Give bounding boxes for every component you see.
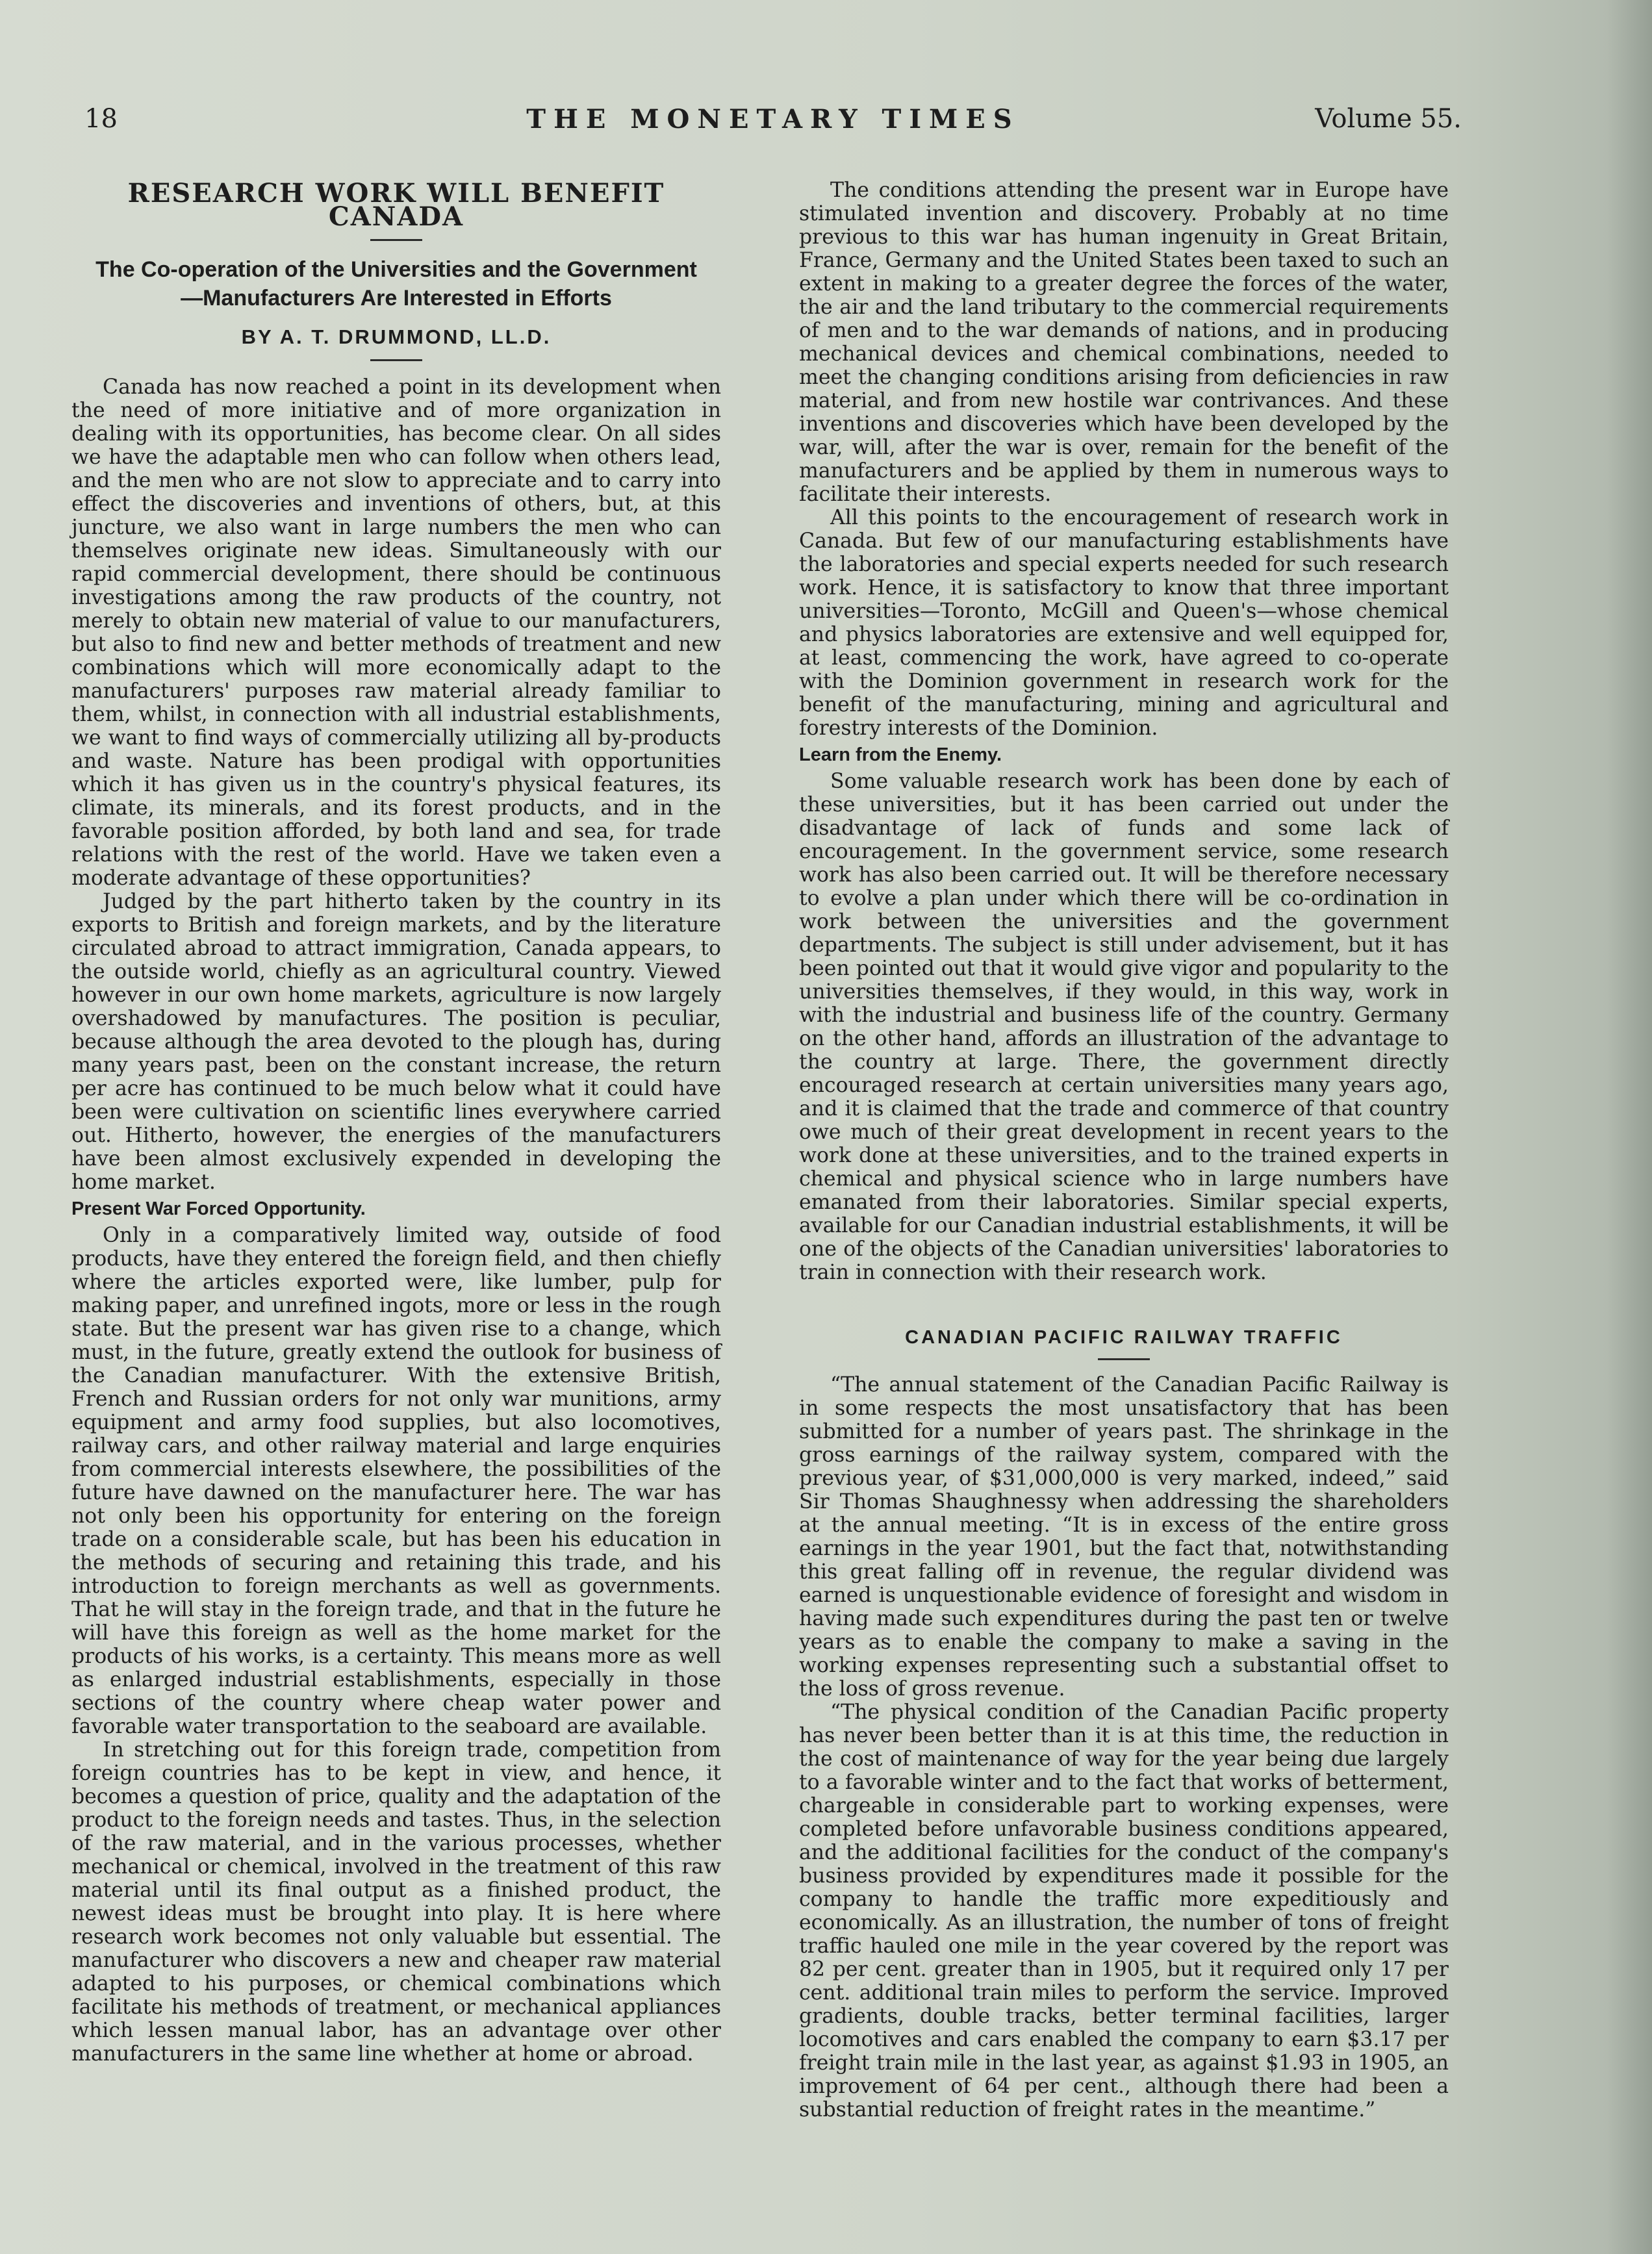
article-title: RESEARCH WORK WILL BENEFIT CANADA [127,178,665,232]
page-edge-shadow [1607,0,1652,2254]
paragraph: “The physical condition of the Canadian Pacific property has never been better than it is at this time, the reduction in the cost of maintenance of way for the year being due largely to a favorable winter and to the fact that works of betterment, chargeable in considerable part to working expenses, were completed before unfavorable business conditions appeared, and the additional facilities for the conduct of the company's business provided by expenditures made it possible for the company to handle the traffic more expeditiously and economically. As an illustration, the number of tons of freight traffic hauled one mile in the year covered by the report was 82 per cent. greater than in 1905, but it required only 17 per cent. additional train miles to perform the service. Improved gradients, double tracks, better terminal facilities, larger locomotives and cars enabled the company to earn $3.17 per freight train mile in the last year, as against $1.93 in 1905, an improvement of 64 per cent., although there had been a substantial reduction of freight rates in the meantime.” [799,1701,1449,2121]
paragraph: Canada has now reached a point in its development when the need of more initiative and of more organization in dealing with its opportunities, has become clear. On all sides we have the adaptable men who can follow when others lead, and the men who are not slow to appreciate and to carry into effect the discoveries and inventions of others, but, at this juncture, we also want in large numbers the men who can themselves originate new ideas. Simultaneously with our rapid commercial development, there should be continuous investigations among the raw products of the country, not merely to obtain new material of value to our manufacturers, but also to find new and better methods of treatment and new combinations which will more economically adapt to the manufacturers' purposes raw material already familiar to them, whilst, in connection with all industrial establishments, we want to find ways of commercially utilizing all by-products and waste. Nature has been prodigal with opportunities which it has given us in the country's physical features, its climate, its minerals, and its forest products, and in the favorable position afforded, by both land and sea, for trade relations with the rest of the world. Have we taken even a moderate advantage of these opportunities? [71,375,721,890]
volume-label: Volume 55. [1315,104,1462,134]
section-heading-enemy: Learn from the Enemy. [799,744,1002,765]
article-subtitle-line-2: —Manufacturers Are Interested in Efforts [181,286,612,310]
paragraph: Judged by the part hitherto taken by the country in its exports to British and foreign markets, and by the literature circulated abroad to attract immigration, Canada appears, to the outside world, chiefly as an agricultural country. Viewed however in our own home markets, agriculture is now largely overshadowed by manufactures. The position is peculiar, because although the area devoted to the plough has, during many years past, been on the constant increase, the return per acre has continued to be much below what it could have been were cultivation on scientific lines everywhere carried out. Hitherto, however, the energies of the manufacturers have been almost exclusively expended in developing the home market. [71,890,721,1194]
page-number: 18 [84,104,118,134]
title-divider [370,239,422,241]
right-column [799,179,1449,2121]
paragraph: The conditions attending the present war in Europe have stimulated invention and discovery. Probably at no time previous to this war has human ingenuity in Great Britain, France, Germany and the United States been taxed to such an extent in making to a greater degree the forces of the water, the air and the land tributary to the commercial requirements of men and to the war demands of nations, and in producing mechanical devices and chemical combinations, needed to meet the changing conditions arising from deficiencies in raw material, and from new hostile war contrivances. And these inventions and discoveries which have been developed by the war, will, after the war is over, remain for the benefit of the manufacturers and be applied by them in numerous ways to facilitate their interests. [799,179,1449,506]
publication-title: THE MONETARY TIMES [526,104,1020,134]
byline-divider [370,359,422,361]
article-2-title: CANADIAN PACIFIC RAILWAY TRAFFIC [905,1327,1343,1348]
page-header [84,104,1462,143]
left-column [71,175,721,2066]
article-byline: BY A. T. DRUMMOND, LL.D. [241,325,552,348]
paragraph: All this points to the encouragement of research work in Canada. But few of our manufacturing establishments have the laboratories and special experts needed for such research work. Hence, it is satisfactory to know that three important universities—Toronto, McGill and Queen's—whose chemical and physics laboratories are extensive and well equipped for, at least, commencing the work, have agreed to co-operate with the Dominion government in research work for the benefit of the manufacturing, mining and agricultural and forestry interests of the Dominion. [799,506,1449,740]
paragraph: “The annual statement of the Canadian Pacific Railway is in some respects the most unsatisfactory that has been submitted for a number of years past. The shrinkage in the gross earnings of the railway system, compared with the previous year, of $31,000,000 is very marked, indeed,” said Sir Thomas Shaughnessy when addressing the shareholders at the annual meeting. “It is in excess of the entire gross earnings in the year 1901, but the fact that, notwithstanding this great falling off in revenue, the regular dividend was earned is unquestionable evidence of foresight and wisdom in having made such expenditures during the past ten or twelve years as to enable the company to make a saving in the working expenses representing such a substantial offset to the loss of gross revenue. [799,1373,1449,1701]
paragraph: In stretching out for this foreign trade, competition from foreign countries has to be kept in view, and hence, it becomes a question of price, quality and the adaptation of the product to the foreign needs and tastes. Thus, in the selection of the raw material, and in the various processes, whether mechanical or chemical, involved in the treatment of this raw material until its final output as a finished product, the newest ideas must be brought into play. It is here where research work becomes not only valuable but essential. The manufacturer who discovers a new and cheaper raw material adapted to his purposes, or chemical combinations which facilitate his methods of treatment, or mechanical appliances which lessen manual labor, has an advantage over other manufacturers in the same line whether at home or abroad. [71,1738,721,2066]
article-subtitle-line-1: The Co-operation of the Universities and the Government [95,257,697,282]
section-heading-war: Present War Forced Opportunity. [71,1198,366,1219]
paragraph: Only in a comparatively limited way, outside of food products, have they entered the foreign field, and then chiefly where the articles exported were, like lumber, pulp for making paper, and unrefined ingots, more or less in the rough state. But the present war has given rise to a change, which must, in the future, greatly extend the outlook for business of the Canadian manufacturer. With the extensive British, French and Russian orders for not only war munitions, army equipment and army food supplies, but also locomotives, railway cars, and other railway material and large enquiries from commercial interests elsewhere, the possibilities of the future have dawned on the manufacturer here. The war has not only been his opportunity for entering on the foreign trade on a considerable scale, but has been his education in the methods of securing and retaining this trade, and his introduction to foreign merchants as well as governments. That he will stay in the foreign trade, and that in the future he will have this foreign as well as the home market for the products of his works, is a certainty. This means more as well as enlarged industrial establishments, especially in those sections of the country where cheap water power and favorable water transportation to the seaboard are available. [71,1224,721,1738]
paragraph: Some valuable research work has been done by each of these universities, but it has been carried out under the disadvantage of lack of funds and some lack of encouragement. In the government service, some research work has also been carried out. It will be therefore necessary to evolve a plan under which there will be co-ordination in work between the universities and the government departments. The subject is still under advisement, but it has been pointed out that it would give vigor and popularity to the universities themselves, if they would, in this way, work in with the industrial and business life of the country. Germany on the other hand, affords an illustration of the advantage to the country at large. There, the government directly encouraged research at certain universities many years ago, and it is claimed that the trade and commerce of that country owe much of their great development in recent years to the work done at these universities, and to the trained experts in chemical and physical science who in large numbers have emanated from their laboratories. Similar special experts, available for our Canadian industrial establishments, it will be one of the objects of the Canadian universities' laboratories to train in connection with their research work. [799,770,1449,1284]
article-2-divider [1098,1358,1150,1360]
